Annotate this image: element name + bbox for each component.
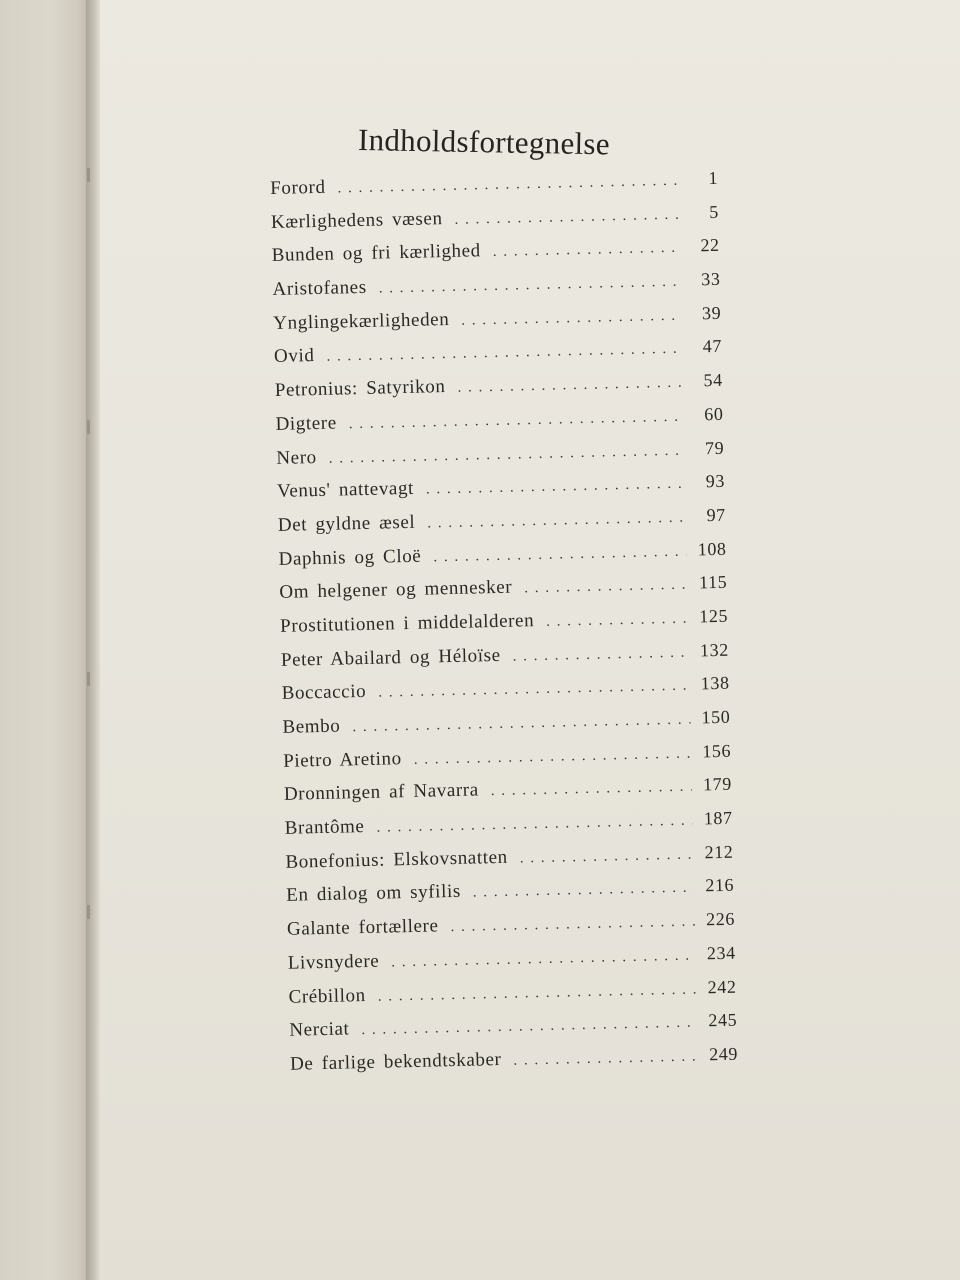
toc-entry-title: Bembo bbox=[282, 715, 341, 738]
toc-entry-page-number: 249 bbox=[708, 1043, 739, 1065]
toc-entry-page-number: 33 bbox=[700, 268, 721, 290]
toc-entry-title: Ovid bbox=[273, 345, 315, 368]
toc-entry-page-number: 226 bbox=[705, 908, 736, 930]
toc-entry-title: Galante fortællere bbox=[286, 915, 439, 940]
binding-stitch bbox=[87, 420, 90, 434]
binding-stitch bbox=[87, 168, 90, 182]
toc-entry-page-number: 156 bbox=[702, 740, 732, 762]
toc-entry-title: Petronius: Satyrikon bbox=[274, 376, 446, 402]
binding-stitch bbox=[87, 905, 90, 919]
toc-entry-page-number: 216 bbox=[705, 875, 735, 896]
toc-entry-title: De farlige bekendtskaber bbox=[289, 1048, 502, 1075]
toc-entry-title: Det gyldne æsel bbox=[277, 511, 416, 536]
toc-entry-page-number: 39 bbox=[701, 302, 722, 323]
dot-leader bbox=[473, 880, 695, 902]
dot-leader bbox=[391, 947, 696, 971]
dot-leader bbox=[450, 914, 695, 937]
dot-leader bbox=[414, 745, 692, 768]
toc-entry-title: Kærlighedens væsen bbox=[270, 207, 443, 233]
dot-leader bbox=[457, 375, 683, 397]
toc-entry-page-number: 132 bbox=[699, 639, 730, 660]
dot-leader bbox=[427, 510, 686, 533]
toc-entry-title: Forord bbox=[270, 176, 326, 199]
dot-leader bbox=[349, 408, 684, 433]
toc-entry-title: Om helgener og mennesker bbox=[279, 576, 513, 604]
toc-entry-page-number: 150 bbox=[701, 706, 731, 728]
toc-entry-page-number: 242 bbox=[707, 976, 737, 997]
dot-leader bbox=[376, 813, 693, 837]
toc-entry-page-number: 108 bbox=[697, 538, 727, 559]
toc-entry-page-number: 234 bbox=[706, 942, 736, 964]
toc-entry-title: Digtere bbox=[275, 412, 337, 435]
toc-entry-page-number: 138 bbox=[700, 673, 730, 694]
toc-entry-page-number: 97 bbox=[706, 504, 726, 526]
left-page bbox=[0, 0, 92, 1280]
toc-entry-title: Nero bbox=[276, 446, 317, 469]
toc-entry-title: Nerciat bbox=[289, 1018, 350, 1041]
dot-leader bbox=[493, 240, 680, 261]
dot-leader bbox=[378, 981, 697, 1005]
toc-entry-title: En dialog om syfilis bbox=[286, 881, 462, 907]
toc-entry-title: Daphnis og Cloë bbox=[278, 545, 422, 570]
dot-leader bbox=[379, 274, 681, 298]
toc-entry-page-number: 179 bbox=[702, 774, 733, 795]
toc-entry-title: Boccaccio bbox=[281, 681, 367, 705]
dot-leader bbox=[337, 173, 678, 198]
dot-leader bbox=[454, 206, 679, 228]
toc-entry-page-number: 47 bbox=[702, 336, 723, 357]
toc-entry-page-number: 54 bbox=[703, 369, 723, 391]
dot-leader bbox=[512, 644, 689, 665]
dot-leader bbox=[433, 543, 687, 566]
toc-entry-title: Bonefonius: Elskovsnatten bbox=[285, 846, 508, 873]
toc-entry-title: Livsnydere bbox=[287, 950, 380, 974]
table-of-contents bbox=[270, 168, 739, 1087]
toc-entry-title: Prostitutionen i middelalderen bbox=[279, 610, 535, 637]
binding-stitch bbox=[87, 672, 90, 686]
toc-entry-page-number: 115 bbox=[698, 571, 728, 593]
toc-entry-page-number: 187 bbox=[703, 807, 733, 829]
toc-entry-title: Bunden og fri kærlighed bbox=[271, 240, 482, 267]
dot-leader bbox=[524, 577, 687, 598]
dot-leader bbox=[491, 779, 693, 801]
toc-entry-title: Pietro Aretino bbox=[282, 747, 402, 772]
toc-entry-page-number: 79 bbox=[704, 437, 725, 458]
toc-entry-page-number: 245 bbox=[708, 1009, 738, 1031]
toc-entry-title: Brantôme bbox=[284, 816, 365, 839]
dot-leader bbox=[520, 846, 694, 867]
dot-leader bbox=[461, 307, 681, 329]
toc-entry-page-number: 22 bbox=[700, 235, 720, 256]
toc-entry-page-number: 60 bbox=[704, 403, 724, 425]
toc-entry-title: Aristofanes bbox=[272, 276, 367, 301]
page-title: Indholdsfortegnelse bbox=[357, 122, 611, 162]
toc-entry-title: Dronningen af Navarra bbox=[283, 779, 479, 806]
dot-leader bbox=[361, 1015, 697, 1040]
toc-entry-page-number: 212 bbox=[704, 841, 734, 863]
dot-leader bbox=[326, 341, 682, 366]
toc-entry-title: Peter Abailard og Héloïse bbox=[280, 644, 501, 671]
book-gutter bbox=[86, 0, 100, 1280]
dot-leader bbox=[513, 1048, 698, 1069]
toc-entry-page-number: 1 bbox=[708, 167, 719, 189]
toc-entry-page-number: 93 bbox=[705, 470, 726, 492]
toc-entry-page-number: 125 bbox=[699, 605, 729, 627]
toc-entry-title: Venus' nattevagt bbox=[276, 478, 415, 503]
dot-leader bbox=[426, 476, 685, 499]
dot-leader bbox=[546, 611, 688, 631]
toc-entry-page-number: 5 bbox=[709, 201, 720, 222]
toc-entry-title: Crébillon bbox=[288, 984, 366, 1008]
dot-leader bbox=[378, 678, 690, 702]
dot-leader bbox=[329, 442, 685, 467]
toc-entry-title: Ynglingekærligheden bbox=[273, 308, 450, 334]
dot-leader bbox=[352, 712, 690, 737]
